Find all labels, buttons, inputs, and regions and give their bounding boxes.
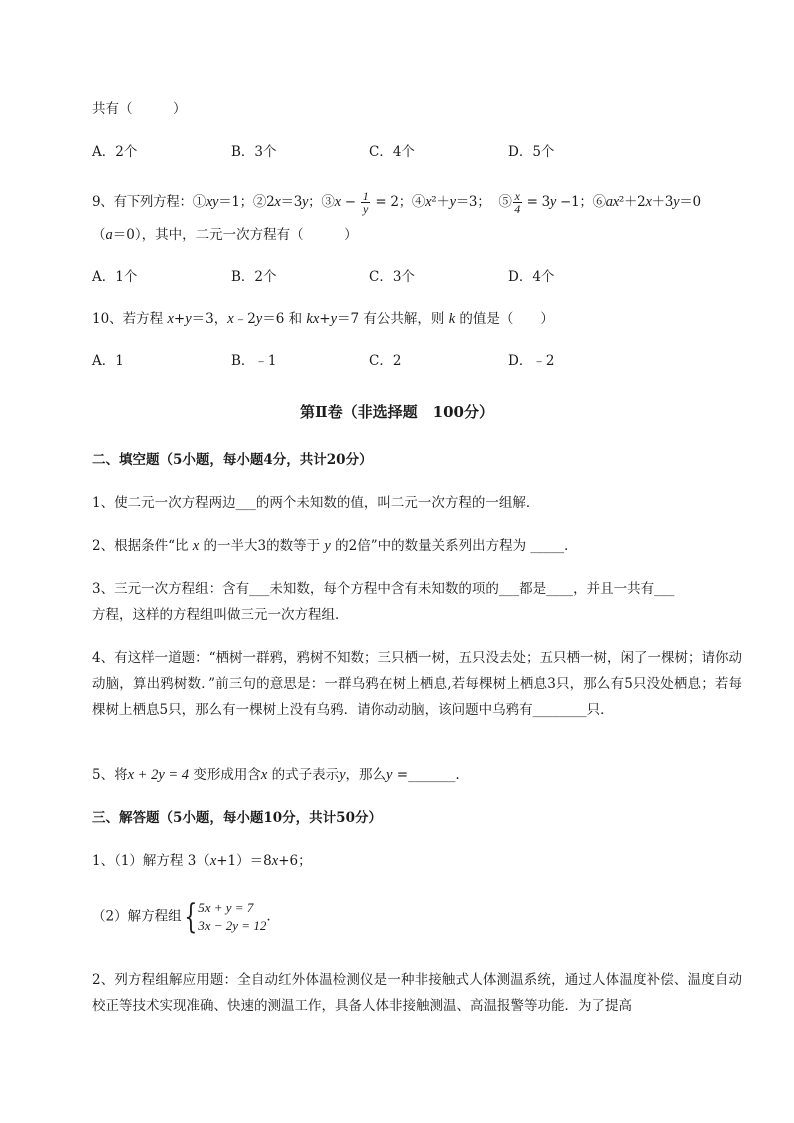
q8-option-a[interactable]: A．2个 (92, 144, 138, 160)
fill-q2: 2、根据条件“比 x 的一半大3的数等于 y 的2倍”中的数量关系列出方程为 _____． (92, 538, 578, 554)
q8-stem-tail: 共有（ ） (92, 101, 187, 117)
equation-system: 5x + y = 7 3x − 2y = 12 (198, 899, 267, 933)
q8-option-d[interactable]: D．5个 (508, 144, 555, 160)
q9-option-c[interactable]: C．3个 (369, 269, 415, 285)
q8-option-c[interactable]: C．4个 (369, 144, 415, 160)
q10-option-a[interactable]: A．1 (92, 353, 124, 369)
q9-fraction-1-over-y: $\frac{1}{y}$ (362, 189, 369, 216)
fill-q3-line1: 3、三元一次方程组：含有___未知数，每个方程中含有未知数的项的___都是____，并且一共有___ (92, 581, 675, 597)
section3-heading: 三、解答题（5小题，每小题10分，共计50分） (92, 810, 382, 826)
part2-title: 第Ⅱ卷（非选择题 100分） (300, 403, 494, 421)
solve-q1-part2: （2）解方程组{ 5x + y = 7 3x − 2y = 12 . (92, 896, 271, 937)
q9-fraction-x-over-4: $\frac{x}{4}$ (514, 189, 520, 216)
q9-option-a[interactable]: A．1个 (92, 269, 138, 285)
fill-q5: 5、将x + 2y = 4 变形成用含x 的式子表示y，那么y =_______. (92, 767, 460, 783)
q8-option-b[interactable]: B．3个 (231, 144, 277, 160)
system-brace: { (183, 896, 197, 937)
section2-heading: 二、填空题（5小题，每小题4分，共计20分） (92, 452, 373, 468)
q10-option-c[interactable]: C．2 (369, 353, 402, 369)
q9-option-b[interactable]: B．2个 (231, 269, 277, 285)
q9-stem-line1: 9、有下列方程：①xy＝1；②2x＝3y；③x − $\frac{1}{y}$ = 2；④x²＋y＝3； ⑤ $\frac{x}{4}$ = 3y −1；⑥ax²＋2x＋3y＝0 (92, 189, 701, 216)
fill-q4: 4、有这样一道题：“栖树一群鸦，鸦树不知数；三只栖一树，五只没去处；五只栖一树，闲了一棵树；请你动动脑，算出鸦树数．”前三句的意思是：一群乌鸦在树上栖息,若每棵树上栖息3只，那么有5只没处栖息；若每棵树上栖息5只，那么有一棵树上没有乌鸦．请你动动脑，该问题中乌鸦有________只． (92, 650, 742, 718)
fill-q1: 1、使二元一次方程两边___的两个未知数的值，叫二元一次方程的一组解． (92, 495, 540, 511)
fill-q3-line2: 方程，这样的方程组叫做三元一次方程组． (92, 607, 349, 623)
q10-option-b[interactable]: B．﹣1 (231, 353, 277, 369)
solve-q1-part1: 1、（1）解方程 3（x+1）＝8x+6； (92, 853, 312, 869)
q10-stem: 10、若方程 x+y＝3，x﹣2y＝6 和 kx+y＝7 有公共解，则 k 的值是（ ） (92, 311, 554, 327)
q10-option-d[interactable]: D．﹣2 (508, 353, 555, 369)
solve-q2: 2、列方程组解应用题：全自动红外体温检测仪是一种非接触式人体测温系统，通过人体温度补偿、温度自动校正等技术实现准确、快速的测温工作，具备人体非接触测温、高温报警等功能．为了提高 (92, 972, 742, 1014)
q9-option-d[interactable]: D．4个 (508, 269, 555, 285)
q9-stem-line2: （a＝0），其中，二元一次方程有（ ） (92, 227, 358, 243)
